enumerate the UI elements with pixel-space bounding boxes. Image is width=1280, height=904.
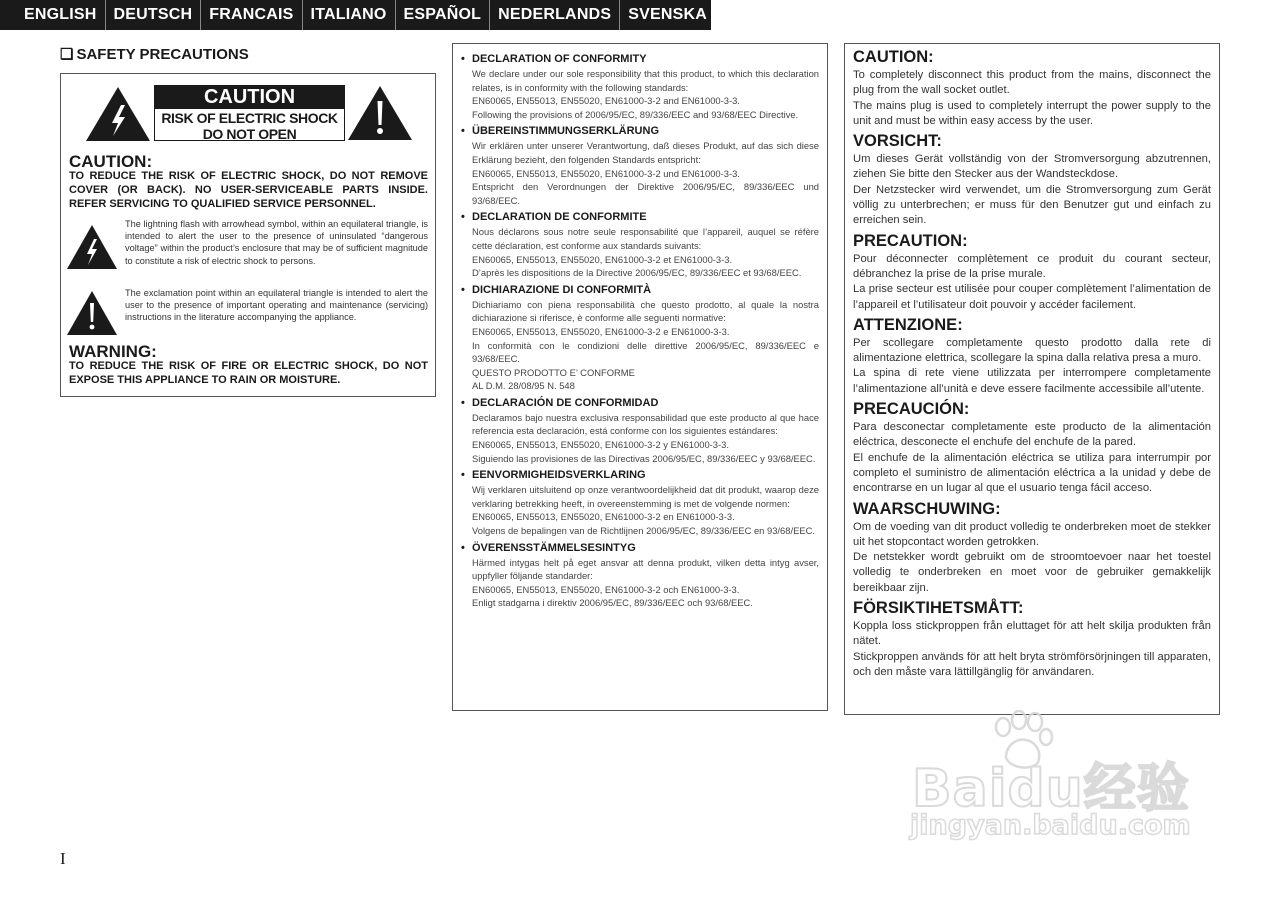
declaration-heading: DECLARATION OF CONFORMITY [472,53,647,65]
caution-paragraph: Koppla loss stickproppen från eluttaget för att helt skilja produkten från nätet. [853,620,1211,648]
declaration-standards: EN60065, EN55013, EN55020, EN61000-3-2 and EN61000-3-3. [472,95,740,107]
caution-paragraph: To completely disconnect this product from the mains, disconnect the plug from the wall socket outlet. [853,69,1211,97]
declaration-italian [461,283,819,393]
electric-shock-triangle-icon [85,86,151,142]
declaration-standards: EN60065, EN55013, EN55020, EN61000-3-2 und EN61000-3-3. [472,167,740,179]
caution-text: TO REDUCE THE RISK OF ELECTRIC SHOCK, DO NOT REMOVE COVER (OR BACK). NO USER-SERVICEABLE PARTS INSIDE. REFER SERVICING TO QUALIFIED SERVICE PERSONNEL. [69,170,428,210]
caution-heading: ATTENZIONE: [853,315,963,334]
declaration-directives: Entspricht den Verordnungen der Direktive 2006/95/EC, 89/336/EEC und 93/68/EEC. [472,181,819,206]
declaration-german [461,124,819,207]
declaration-note: AL D.M. 28/08/95 N. 548 [472,380,575,392]
caution-heading: CAUTION: [853,48,934,66]
watermark [904,710,1204,860]
declaration-directives: D’après les dispositions de la Directive 2006/95/EC, 89/336/EEC et 93/68/EEC. [472,267,802,279]
declaration-swedish [461,541,819,610]
caution-heading: VORSICHT: [853,132,942,151]
electric-shock-symbol-icon [66,224,118,270]
caution-heading: PRECAUCIÓN: [853,400,970,419]
caution-paragraph: De netstekker wordt gebruikt om de stroomtoevoer naar het toestel volledig te onderbreken en moet voor de gebruiker gemakkelijk bereikbaar zijn. [853,551,1211,594]
declaration-directives: Volgens de bepalingen van de Richtlijnen 2006/95/EC, 89/336/EEC en 93/68/EEC. [472,525,815,537]
page-number: I [60,849,66,868]
watermark-brand: Baidu经验 [912,759,1190,819]
declaration-standards: EN60065, EN55013, EN55020, EN61000-3-2 y EN61000-3-3. [472,439,729,451]
caution-paragraph: Para desconectar completamente este producto de la alimentación eléctrica, desconecte el enchufe del enchufe de la pared. [853,421,1211,449]
declaration-french [461,210,819,279]
declaration-directives: Enligt stadgarna i direktiv 2006/95/EC, 89/336/EEC och 93/68/EEC. [472,597,753,609]
caution-paragraph: El enchufe de la alimentación eléctrica se utiliza para interrumpir por completo el suministro de alimentación eléctrica a la unidad y debe de encontrarse en un lugar al que el usuario tenga fácil acceso. [853,451,1211,495]
caution-paragraph: La prise secteur est utilisée pour couper complètement l’alimentation de l’appareil et l’utilisateur doit pouvoir y accéder facilement. [853,283,1211,311]
declaration-note: QUESTO PRODOTTO E’ CONFORME [472,366,635,378]
declaration-body: Wir erklären unter unserer Verantwortung, daß dieses Produkt, auf das sich diese Erklärung bezieht, den folgenden Standards entspricht: [472,140,819,165]
section-title: SAFETY PRECAUTIONS [76,46,249,63]
declaration-heading: EENVORMIGHEIDSVERKLARING [472,469,646,482]
caution-paragraph: Um dieses Gerät vollständig von der Stromversorgung abzutrennen, ziehen Sie bitte den Stecker aus der Wandsteckdose. [853,153,1211,181]
declaration-body: Declaramos bajo nuestra exclusiva responsabilidad que este producto al que hace referencia esta declaración, está conforme con los siguientes estándares: [472,411,819,437]
lightning-symbol-text: The lightning flash with arrowhead symbol, within an equilateral triangle, is intended to alert the user to the presence of uninsulated “dangerous voltage” within the product’s enclosure that may be of sufficient magnitude to constitute a risk of electric shock to persons. [125,219,428,266]
caution-german [853,131,1211,228]
caution-paragraph: Der Netzstecker wird verwendet, um die Stromversorgung zum Gerät völlig zu unterbrechen; er muss für den Benutzer gut und einfach zu erreichen sein. [853,183,1211,227]
declaration-body: Härmed intygas helt på eget ansvar att denna produkt, vilken detta intyg avser, uppfyller följande standarder: [472,556,819,582]
tab-english[interactable]: ENGLISH [0,0,106,30]
language-tab-bar [0,0,711,30]
caution-label-line1: RISK OF ELECTRIC SHOCK [161,110,338,126]
bullet-icon: • [461,283,465,296]
bullet-icon: • [461,53,465,65]
safety-warning-panel [60,73,436,397]
tab-espanol[interactable]: ESPAÑOL [396,0,491,30]
bullet-icon: • [461,211,465,224]
caution-paragraph: Om de voeding van dit product volledig te onderbreken moet de stekker uit het stopcontact worden getrokken. [853,520,1211,548]
declaration-body: Nous déclarons sous notre seule responsabilité que l’appareil, auquel se réfère cette déclaration, est conforme aux standards suivants: [472,226,819,251]
caution-heading: CAUTION: [69,152,153,171]
warning-text: TO REDUCE THE RISK OF FIRE OR ELECTRIC SHOCK, DO NOT EXPOSE THIS APPLIANCE TO RAIN OR MOISTURE. [69,360,428,386]
tab-deutsch[interactable]: DEUTSCH [106,0,202,30]
caution-heading: FÖRSIKTIHETSMÅTT: [853,599,1024,618]
declaration-heading: ÜBEREINSTIMMUNGSERKLÄRUNG [472,125,659,138]
section-heading [60,46,249,63]
declaration-body: Wij verklaren uitsluitend op onze verantwoordelijkheid dat dit produkt, waarop deze verklaring betrekking heeft, in overeenstemming is met de volgende normen: [472,484,819,509]
caution-italian [853,315,1211,397]
caution-spanish [853,399,1211,496]
caution-paragraph: La spina di rete viene utilizzata per interrompere completamente l’alimentazione all’unità e deve essere facilmente accessibile all’utente. [853,367,1211,395]
caution-label-head: CAUTION [155,86,344,109]
bullet-icon: • [461,541,465,554]
declarations-panel [452,43,828,711]
caution-paragraph: Per scollegare completamente questo prodotto dalla rete di alimentazione elettrica, scollegare la spina dalla relativa presa a muro. [853,336,1211,365]
exclamation-triangle-icon [347,85,413,141]
warning-heading: WARNING: [69,342,157,361]
tab-nederlands[interactable]: NEDERLANDS [490,0,620,30]
declaration-heading: DECLARATION DE CONFORMITE [472,211,647,224]
declaration-directives: Siguiendo las provisiones de las Directivas 2006/95/EC, 89/336/EEC y 93/68/EEC. [472,452,816,464]
tab-francais[interactable]: FRANCAIS [201,0,302,30]
declaration-english [461,52,819,121]
caution-paragraph: The mains plug is used to completely interrupt the power supply to the unit and must be within easy access by the user. [853,99,1211,127]
caution-french [853,231,1211,313]
caution-paragraph: Stickproppen används för att helt bryta strömförsörjningen till apparaten, och den måste vara lättillgänglig för användaren. [853,650,1211,678]
caution-heading: WAARSCHUWING: [853,499,1001,518]
tab-svenska[interactable]: SVENSKA [628,6,707,23]
declaration-directives: In conformità con le condizioni delle direttive 2006/95/EC, 89/336/EEC e 93/68/EEC. [472,339,819,365]
caution-dutch [853,499,1211,596]
declaration-standards: EN60065, EN55013, EN55020, EN61000-3-2 et EN61000-3-3. [472,253,733,265]
declaration-dutch [461,468,819,537]
checkbox-icon: ❏ [60,46,74,63]
declaration-spanish [461,396,819,465]
mains-caution-panel [844,43,1220,715]
declaration-standards: EN60065, EN55013, EN55020, EN61000-3-2 och EN61000-3-3. [472,583,740,595]
caution-paragraph: Pour déconnecter complètement ce produit du courant secteur, débranchez la prise de la prise murale. [853,252,1211,280]
bullet-icon: • [461,396,465,409]
declaration-directives: Following the provisions of 2006/95/EC, 89/336/EEC and 93/68/EEC Directive. [472,108,799,120]
declaration-heading: DICHIARAZIONE DI CONFORMITÀ [472,283,652,296]
declaration-body: We declare under our sole responsibility that this product, to which this declaration relates, is in conformity with the following standards: [472,68,819,93]
caution-label-line2: DO NOT OPEN [202,126,297,142]
declaration-heading: DECLARACIÓN DE CONFORMIDAD [472,396,659,409]
declaration-standards: EN60065, EN55013, EN55020, EN61000-3-2 e EN61000-3-3. [472,325,730,337]
caution-heading: PRECAUTION: [853,231,968,250]
declaration-body: Dichiariamo con piena responsabilità che questo prodotto, al quale la nostra dichiarazione si riferisce, è conforme alle seguenti normative: [472,298,819,324]
bullet-icon: • [461,125,465,138]
tab-italiano[interactable]: ITALIANO [303,0,396,30]
declaration-standards: EN60065, EN55013, EN55020, EN61000-3-2 en EN61000-3-3. [472,511,735,523]
watermark-url: jingyan.baidu.com [910,810,1191,841]
declaration-heading: ÖVERENSSTÄMMELSESINTYG [472,541,636,554]
exclamation-symbol-text: The exclamation point within an equilateral triangle is intended to alert the user to the presence of important operating and maintenance (servicing) instructions in the literature accompanying the appliance. [125,288,428,323]
exclamation-symbol-icon [66,290,118,336]
bullet-icon: • [461,469,465,482]
caution-label [154,85,345,141]
caution-english [853,47,1211,129]
caution-swedish [853,598,1211,680]
